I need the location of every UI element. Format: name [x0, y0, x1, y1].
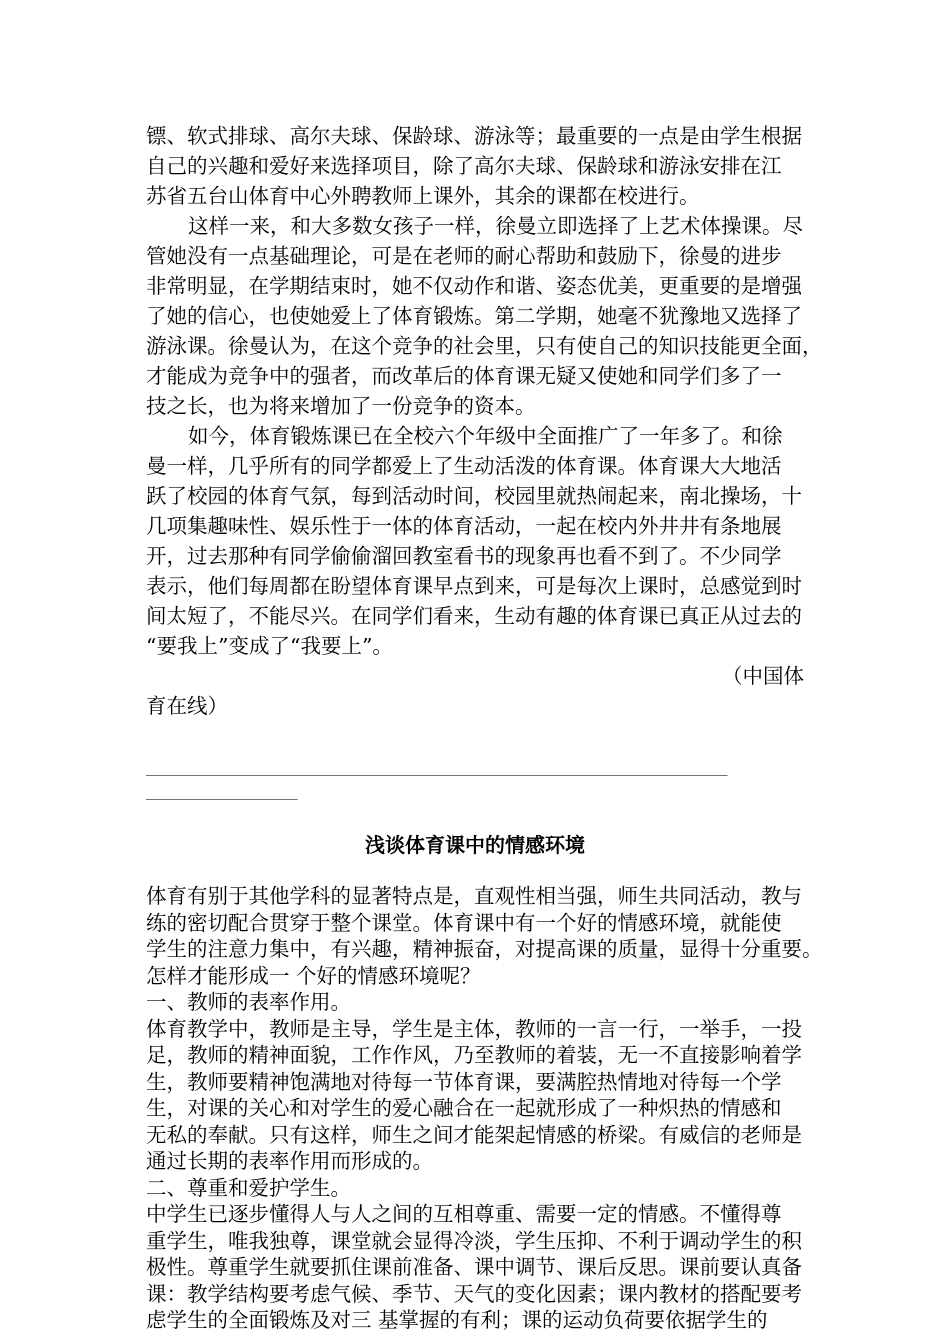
article1-line-10: 技之长，也为将来增加了一份竞争的资本。	[146, 394, 536, 418]
article1-line-8: 游泳课。徐曼认为，在这个竞争的社会里，只有使自己的知识技能更全面，	[146, 334, 823, 358]
article2-line-11: 通过长期的表率作用而形成的。	[146, 1149, 433, 1173]
article1-line-18: “要我上”变成了“我要上”。	[146, 634, 393, 658]
article2-line-6: 体育教学中，教师是主导，学生是主体，教师的一言一行，一举手，一投	[146, 1016, 802, 1041]
article2-line-9: 生，对课的关心和对学生的爱心融合在一起就形成了一种炽热的情感和	[146, 1096, 782, 1120]
source-attribution-part2: 育在线）	[146, 694, 228, 718]
article1-line-12: 曼一样，几乎所有的同学都爱上了生动活泼的体育课。体育课大大地活	[146, 454, 782, 478]
article2-line-10: 无私的奉献。只有这样，师生之间才能架起情感的桥梁。有威信的老师是	[146, 1122, 802, 1147]
article1-line-13: 跃了校园的体育气氛，每到活动时间，校园里就热闹起来，南北操场，十	[146, 484, 802, 508]
article2-line-16: 课：教学结构要考虑气候、季节、天气的变化因素；课内教材的搭配要考	[146, 1281, 802, 1306]
article2-line-2: 练的密切配合贯穿于整个课堂。体育课中有一个好的情感环境，就能使	[146, 910, 782, 935]
separator-line-2: __________________	[146, 784, 298, 800]
article2-line-17: 虑学生的全面锻炼及对三 基掌握的有利；课的运动负荷要依据学生的	[146, 1308, 768, 1332]
article2-line-14: 重学生，唯我独尊，课堂就会显得冷淡，学生压抑、不利于调动学生的积	[146, 1228, 802, 1253]
article2-line-3: 学生的注意力集中，有兴趣，精神振奋，对提高课的质量，显得十分重要。	[146, 937, 823, 961]
section-heading-1: 一、教师的表率作用。	[146, 990, 351, 1014]
article1-line-15: 开，过去那种有同学偷偷溜回教室看书的现象再也看不到了。不少同学	[146, 544, 782, 568]
article1-line-5: 管她没有一点基础理论，可是在老师的耐心帮助和鼓励下，徐曼的进步	[146, 244, 782, 268]
article2-line-1: 体育有别于其他学科的显著特点是，直观性相当强，师生共同活动，教与	[146, 884, 802, 908]
article1-line-4: 这样一来，和大多数女孩子一样，徐曼立即选择了上艺术体操课。尽	[188, 214, 803, 238]
article1-line-1: 镖、软式排球、高尔夫球、保龄球、游泳等；最重要的一点是由学生根据	[146, 124, 802, 148]
article1-line-7: 了她的信心，也使她爱上了体育锻炼。第二学期，她毫不犹豫地又选择了	[146, 304, 802, 328]
section-heading-2: 二、尊重和爱护学生。	[146, 1175, 351, 1200]
article2-line-4: 怎样才能形成一 个好的情感环境呢？	[146, 963, 481, 988]
article2-line-7: 足，教师的精神面貌，工作作风，乃至教师的着装，无一不直接影响着学	[146, 1043, 802, 1067]
article1-line-16: 表示，他们每周都在盼望体育课早点到来，可是每次上课时，总感觉到时	[146, 574, 802, 598]
article1-line-9: 才能成为竞争中的强者，而改革后的体育课无疑又使她和同学们多了一	[146, 364, 782, 388]
article2-title: 浅谈体育课中的情感环境	[365, 833, 585, 857]
article2-line-8: 生，教师要精神饱满地对待每一节体育课，要满腔热情地对待每一个学	[146, 1069, 782, 1094]
article2-line-15: 极性。尊重学生就要抓住课前准备、课中调节、课后反思。课前要认真备	[146, 1255, 802, 1279]
article1-line-2: 自己的兴趣和爱好来选择项目，除了高尔夫球、保龄球和游泳安排在江	[146, 154, 782, 178]
article1-line-3: 苏省五台山体育中心外聘教师上课外，其余的课都在校进行。	[146, 184, 700, 208]
separator-line-1: _____________________________________________________________________	[146, 760, 728, 776]
article1-line-17: 间太短了，不能尽兴。在同学们看来，生动有趣的体育课已真正从过去的	[146, 604, 802, 628]
article1-line-14: 几项集趣味性、娱乐性于一体的体育活动，一起在校内外井井有条地展	[146, 514, 782, 538]
article2-line-13: 中学生已逐步懂得人与人之间的互相尊重、需要一定的情感。不懂得尊	[146, 1202, 782, 1226]
article1-line-6: 非常明显，在学期结束时，她不仅动作和谐、姿态优美，更重要的是增强	[146, 274, 802, 298]
article1-line-11: 如今，体育锻炼课已在全校六个年级中全面推广了一年多了。和徐	[188, 424, 783, 448]
source-attribution-part1: （中国体	[722, 664, 804, 688]
